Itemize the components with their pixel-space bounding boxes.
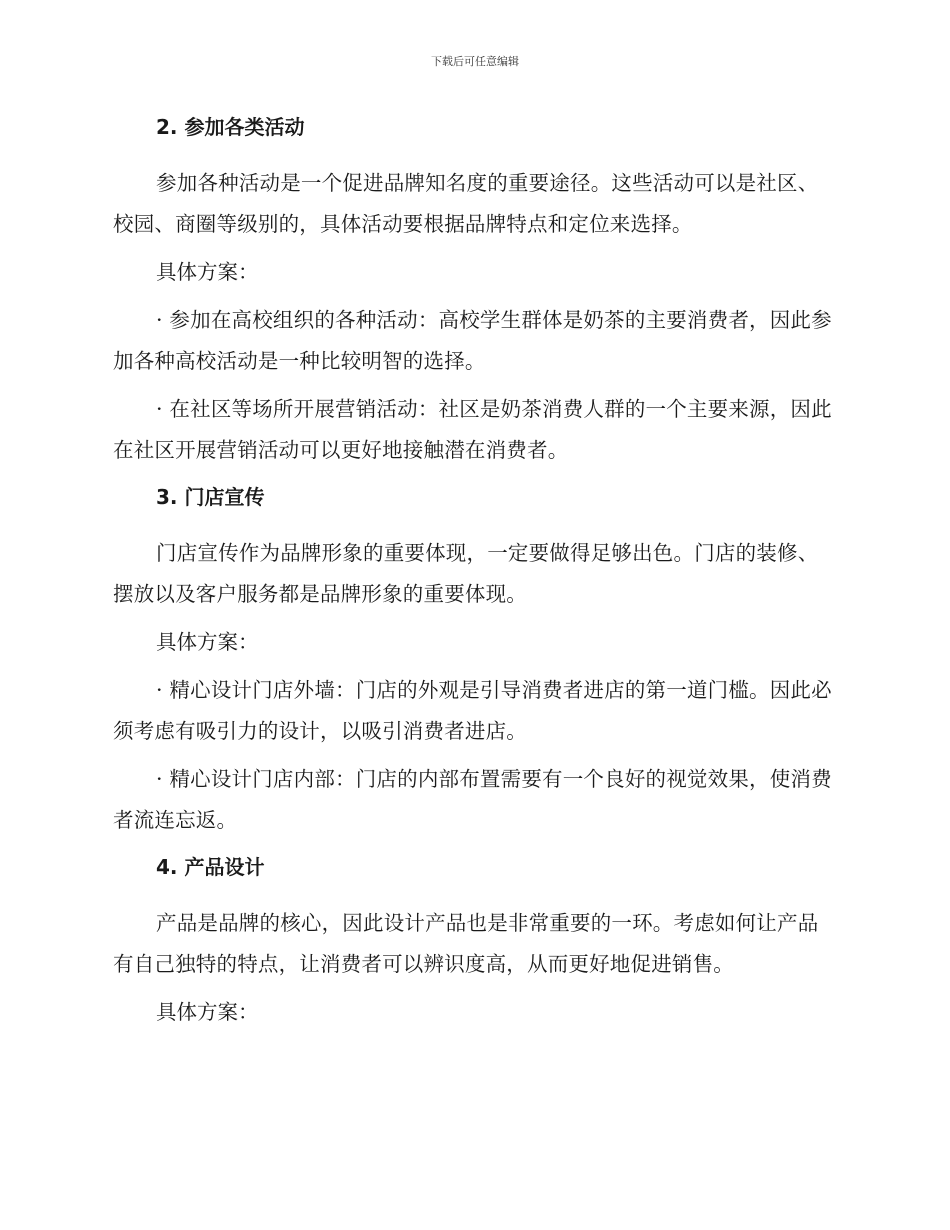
bullet-item: · 参加在高校组织的各种活动：高校学生群体是奶茶的主要消费者，因此参加各种高校活动是一种比较明智的选择。: [113, 308, 832, 373]
plan-label: 具体方案：: [156, 630, 259, 654]
paragraph: 参加各种活动是一个促进品牌知名度的重要途径。这些活动可以是社区、校园、商圈等级别的，具体活动要根据品牌特点和定位来选择。: [113, 171, 819, 236]
bullet-item: · 精心设计门店内部：门店的内部布置需要有一个良好的视觉效果，使消费者流连忘返。: [113, 767, 832, 832]
page-header: 下载后可任意编辑: [431, 55, 519, 68]
bullet-item: · 在社区等场所开展营销活动：社区是奶茶消费人群的一个主要来源，因此在社区开展营销活动可以更好地接触潜在消费者。: [113, 397, 832, 462]
paragraph: 产品是品牌的核心，因此设计产品也是非常重要的一环。考虑如何让产品有自己独特的特点，让消费者可以辨识度高，从而更好地促进销售。: [113, 911, 819, 976]
document-body: [113, 108, 837, 1040]
section-heading: 4. 产品设计: [156, 855, 265, 879]
section-heading: 3. 门店宣传: [156, 485, 265, 509]
bullet-item: · 精心设计门店外墙：门店的外观是引导消费者进店的第一道门槛。因此必须考虑有吸引力的设计，以吸引消费者进店。: [113, 678, 832, 743]
plan-label: 具体方案：: [156, 260, 259, 284]
plan-label: 具体方案：: [156, 1000, 259, 1024]
paragraph: 门店宣传作为品牌形象的重要体现，一定要做得足够出色。门店的装修、摆放以及客户服务都是品牌形象的重要体现。: [113, 541, 819, 606]
section-heading: 2. 参加各类活动: [156, 115, 305, 139]
